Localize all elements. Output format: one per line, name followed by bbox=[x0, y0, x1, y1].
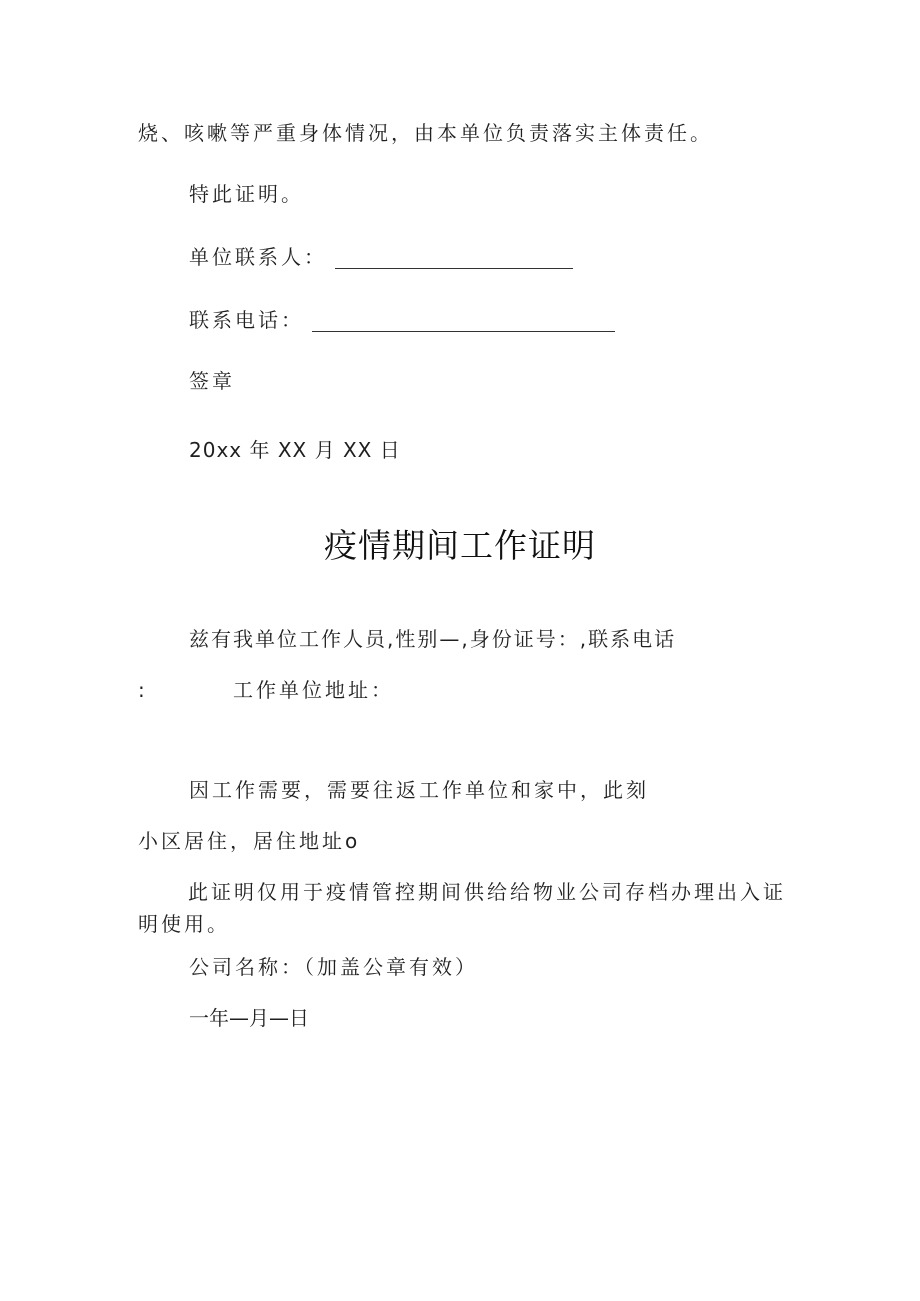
work-address-label: 工作单位地址： bbox=[233, 678, 394, 702]
page-title: 疫情期间工作证明 bbox=[324, 526, 596, 565]
body-text-line: 烧、咳嗽等严重身体情况，由本单位负责落实主体责任。 bbox=[138, 121, 713, 145]
employee-info-line: 兹有我单位工作人员,性别—,身份证号：,联系电话 bbox=[189, 627, 677, 651]
certify-statement: 特此证明。 bbox=[189, 182, 304, 206]
company-name-line: 公司名称：（加盖公章有效） bbox=[189, 955, 478, 979]
contact-phone-blank bbox=[312, 315, 615, 332]
blank-date-line: 一年—月—日 bbox=[189, 1006, 309, 1030]
date-line: 20xx 年 XX 月 XX 日 bbox=[189, 438, 401, 462]
contact-person-row bbox=[189, 245, 573, 269]
seal-label: 签章 bbox=[189, 369, 235, 393]
contact-phone-label: 联系电话： bbox=[189, 308, 304, 332]
residence-line: 小区居住，居住地址o bbox=[138, 829, 361, 853]
reason-line: 因工作需要，需要往返工作单位和家中，此刻 bbox=[189, 778, 649, 802]
contact-phone-row bbox=[189, 308, 615, 332]
colon-mark: : bbox=[138, 678, 148, 702]
contact-person-label: 单位联系人： bbox=[189, 245, 327, 269]
usage-paragraph: 此证明仅用于疫情管控期间供给给物业公司存档办理出入证明使用。 bbox=[138, 880, 786, 936]
contact-person-blank bbox=[335, 252, 573, 269]
